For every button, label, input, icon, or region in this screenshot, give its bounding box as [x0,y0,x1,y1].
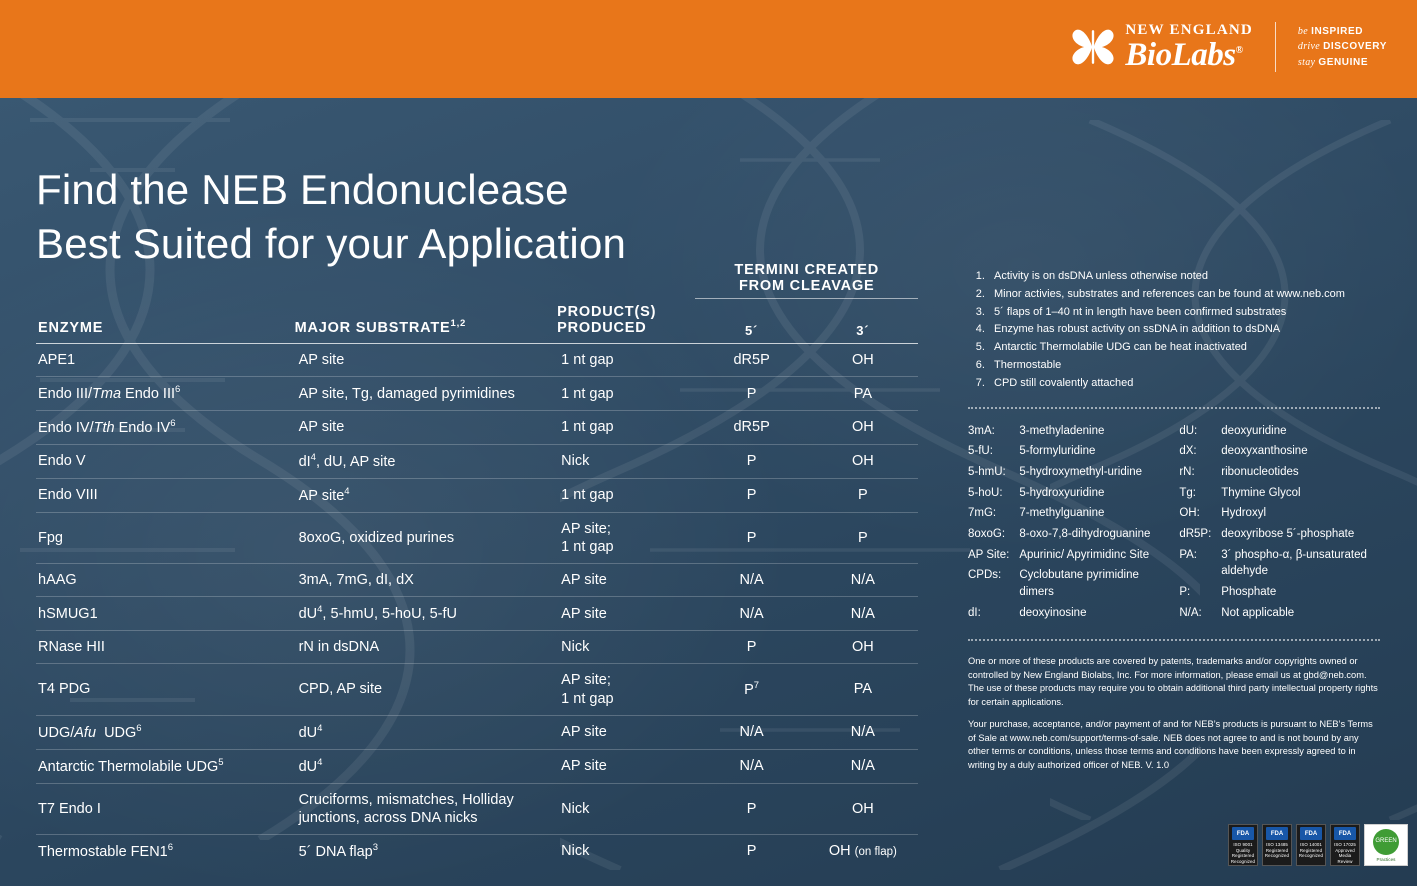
table-row [36,445,918,479]
cell-product: AP site [557,749,695,783]
abbreviation-key: 5-hoU: [968,486,1003,499]
abbreviation-value: 5-hydroxymethyl-uridine [1019,466,1143,479]
cell-enzyme: APE1 [36,344,295,377]
table-row [36,344,918,377]
abbreviation-value: deoxyxanthosine [1221,445,1308,458]
cell-three-prime: OH [808,631,918,664]
cell-five-prime: P [695,512,807,563]
tagline-line-1: be INSPIRED [1297,25,1364,37]
cell-product: Nick [557,783,695,834]
cell-enzyme: T4 PDG [36,664,295,715]
abbreviation-key: 7mG: [968,507,997,520]
abbreviation-key: 5-fU: [968,445,993,458]
table-head-row-termini [36,262,918,304]
abbreviation-key: AP Site: [968,548,1010,561]
cell-three-prime: OH [808,445,918,479]
cell-enzyme: Fpg [36,512,295,563]
enzyme-table-wrapper [36,262,918,868]
cell-five-prime: dR5P [695,411,807,445]
cell-product: AP site [557,597,695,631]
page-title [36,163,626,271]
spacer-cell-3 [557,262,695,304]
badge-top-label: FDA [1266,827,1288,840]
abbreviation-key: N/A: [1179,606,1202,619]
cell-five-prime: P [695,631,807,664]
badge-iso-17025 [1330,824,1360,866]
cell-five-prime: dR5P [695,344,807,377]
cell-three-prime: OH [808,411,918,445]
cell-three-prime: OH [808,783,918,834]
footnote-item: 4. Enzyme has robust activity on ssDNA in addition to dsDNA [988,321,1388,339]
table-head-row-labels [36,304,918,343]
cell-substrate: $dU^4$ [295,749,558,783]
table-row [36,377,918,411]
divider-dotted-bottom [968,639,1380,641]
spacer-cell-1 [36,262,295,304]
legal-paragraph-1: One or more of these products are covered by patents, trademarks and/or copyrights owned or controlled by New England Biolabs, Inc. For more information, please email us at gbd@neb.com. The use of these products may require you to obtain additional third party intellectual property rights for certain applications. [968,656,1378,707]
cell-substrate: AP site$^4$ [295,478,558,512]
cell-five-prime: N/A [695,564,807,597]
header-product [557,304,695,343]
footnote-item: 2. Minor activies, substrates and references can be found at www.neb.com [988,286,1388,304]
cell-five-prime: P [695,445,807,479]
abbreviation-value: 7-methylguanine [1019,507,1105,520]
abbreviation-item [968,443,1151,464]
abbreviation-item [1179,443,1388,464]
cell-enzyme: hSMUG1 [36,597,295,631]
abbreviation-value: deoxyinosine [1019,606,1087,619]
table-head [36,262,918,344]
cell-product: AP site; 1 nt gap [557,664,695,715]
logo-divider [1275,22,1276,72]
logo-line-new-england: NEW ENGLAND [1125,21,1253,38]
cell-product: Nick [557,631,695,664]
header-termini-line2: FROM CLEAVAGE [738,278,875,294]
abbreviation-item [968,547,1151,568]
badge-top-label: FDA [1300,827,1322,840]
table-row [36,715,918,749]
table-row [36,597,918,631]
table-row [36,411,918,445]
abbreviation-value: 5-hydroxyuridine [1019,486,1105,499]
cell-five-prime: P [695,783,807,834]
abbreviation-item [1179,526,1388,547]
footnotes-list [968,268,1388,393]
cell-substrate: 5´ DNA flap$^3$ [298,841,379,860]
footnote-item: 7. CPD still covalently attached [988,375,1388,393]
badge-iso-9001 [1228,824,1258,866]
abbreviation-key: Tg: [1179,486,1196,499]
header-bar [0,0,1417,98]
footnote-item: 3. 5´ flaps of 1–40 nt in length have been confirmed substrates [988,304,1388,322]
cell-enzyme: Endo VIII [36,478,295,512]
cell-substrate: $dU^4$ [295,715,558,749]
table-body [36,344,918,868]
header-termini-line1: TERMINI CREATED [734,262,880,278]
abbreviation-value: 8-oxo-7,8-dihydroguanine [1019,528,1151,541]
cell-product: 1 nt gap [557,377,695,411]
butterfly-icon [1071,24,1115,70]
cell-substrate: AP site [295,344,558,377]
green-leaf-icon: GREEN [1373,829,1399,855]
cell-enzyme: Antarctic Thermolabile UDG$^5$ [36,749,295,783]
cell-three-prime: N/A [808,564,918,597]
badge-text: ISO 9001 Quality Registered Recognized [1230,842,1256,864]
cell-five-prime: P [695,478,807,512]
abbreviations-column-left [968,423,1151,626]
cell-three-prime: P [808,478,918,512]
abbreviation-value: Apurinic/ Apyrimidinc Site [1019,548,1150,561]
badge-top-label: FDA [1232,827,1254,840]
cell-product: Nick [557,445,695,479]
abbreviation-value: Hydroxyl [1221,507,1267,520]
abbreviation-key: dR5P: [1179,528,1212,541]
cell-enzyme: T7 Endo I [36,783,295,834]
header-enzyme: ENZYME [38,320,104,336]
table-row [36,783,918,834]
tagline-line-3: stay GENUINE [1297,56,1369,68]
header-five-prime: 5´ [745,323,759,338]
abbreviation-item [1179,547,1388,584]
brand-tagline [1298,24,1387,71]
abbreviation-key: dX: [1179,445,1197,458]
table-row [36,631,918,664]
cell-three-prime: N/A [808,715,918,749]
abbreviation-item [968,567,1151,604]
tagline-line-2: drive DISCOVERY [1297,41,1387,53]
abbreviation-item [968,526,1151,547]
table-row [36,834,918,867]
cell-substrate: $dU^4$, 5-hmU, 5-hoU, 5-fU [295,597,558,631]
neb-logo-text [1125,23,1253,72]
legal-text [968,655,1380,772]
enzyme-table [36,262,918,868]
cell-five-prime: N/A [695,597,807,631]
abbreviation-key: PA: [1179,548,1197,561]
abbreviation-key: rN: [1179,466,1195,479]
abbreviation-key: 3mA: [968,424,995,437]
abbreviation-item [1179,485,1388,506]
header-substrate: MAJOR SUBSTRATE$^{1,2}$ [294,318,467,336]
cell-substrate: 3mA, 7mG, dI, dX [295,564,558,597]
abbreviation-key: 5-hmU: [968,466,1006,479]
header-three-prime: 3´ [856,323,870,338]
abbreviation-value: deoxyuridine [1221,424,1287,437]
badge-text: ISO 14001 Registered Recognized [1298,842,1324,858]
cell-three-prime: N/A [808,749,918,783]
abbreviation-value: Thymine Glycol [1221,486,1301,499]
logo-line-biolabs: BioLabs® [1125,36,1243,73]
abbreviation-item [968,464,1151,485]
abbreviation-value: ribonucleotides [1221,466,1299,479]
page-title-line2: Best Suited for your Application [36,219,627,267]
abbreviation-key: OH: [1179,507,1200,520]
cell-three-prime: N/A [808,597,918,631]
cell-three-prime: P [808,512,918,563]
neb-logo [1071,22,1387,72]
cell-substrate: CPD, AP site [295,664,558,715]
cell-enzyme: Thermostable $FEN1^6$ [38,841,174,860]
termini-rule [695,298,918,299]
divider-dotted-top [968,407,1380,409]
cell-five-prime: $P^7$ [695,664,807,715]
badge-green-practices [1364,824,1408,866]
cell-three-prime: OH (on flap) [828,843,897,860]
cell-three-prime: PA [808,377,918,411]
abbreviation-item [968,423,1151,444]
abbreviation-value: Cyclobutane pyrimidine dimers [1019,569,1139,599]
header-product-line2: PRODUCED [557,320,647,336]
abbreviations-column-right [1179,423,1388,626]
cell-product: Nick [561,843,590,860]
cell-substrate: rN in dsDNA [295,631,558,664]
abbreviations-panel [968,423,1388,626]
badge-text: ISO 13485 Registered Recognized [1264,842,1290,858]
cell-five-prime: N/A [695,749,807,783]
abbreviation-item [968,505,1151,526]
legal-paragraph-2: Your purchase, acceptance, and/or payment of and for NEB’s products is pursuant to NEB’s Terms of Sale at www.neb.com/support/terms-of-sale. NEB does not agree to and is not bound by any other terms or conditions, unless those terms and conditions have been expressly agreed to in writing by a duly authorized officer of NEB. V. 1.0 [968,719,1373,770]
badge-text: Practices [1376,856,1396,862]
abbreviation-item [1179,584,1388,605]
cell-substrate: $dI^4$, dU, AP site [295,445,558,479]
abbreviation-item [1179,505,1388,526]
cell-product: 1 nt gap [557,411,695,445]
table-row [36,512,918,563]
cell-enzyme: Endo III/Tma Endo III$^6$ [36,377,295,411]
abbreviation-value: 5-formyluridine [1019,445,1096,458]
badge-text: ISO 17025 Approved Media Review [1334,842,1356,864]
cell-product: AP site [557,715,695,749]
abbreviation-value: Phosphate [1221,586,1277,599]
abbreviation-item [968,605,1151,626]
table-row [36,664,918,715]
cell-product: AP site; 1 nt gap [557,512,695,563]
abbreviation-item [968,485,1151,506]
cell-product: 1 nt gap [557,478,695,512]
cell-enzyme: hAAG [36,564,295,597]
abbreviation-key: 8oxoG: [968,528,1006,541]
cell-substrate: 8oxoG, oxidized purines [295,512,558,563]
header-termini [695,262,918,304]
page-title-line1: Find the NEB Endonuclease [36,166,569,214]
table-row [36,478,918,512]
footnote-item: 1. Activity is on dsDNA unless otherwise noted [988,268,1388,286]
cell-enzyme: Endo IV/Tth Endo $IV^6$ [36,411,295,445]
cell-enzyme: Endo V [36,445,295,479]
badge-iso-14001 [1296,824,1326,866]
cell-five-prime: P [746,843,757,860]
table-row [36,564,918,597]
cell-product: 1 nt gap [557,344,695,377]
cell-three-prime: OH [808,344,918,377]
abbreviation-value: deoxyribose 5´-phosphate [1221,528,1355,541]
abbreviation-key: CPDs: [968,569,1002,582]
abbreviation-value: Not applicable [1221,606,1295,619]
table-row [36,749,918,783]
abbreviation-item [1179,464,1388,485]
cell-substrate: AP site [295,411,558,445]
abbreviation-item [1179,605,1388,626]
spacer-cell-2 [295,262,558,304]
cell-product: AP site [557,564,695,597]
cell-five-prime: P [695,377,807,411]
certification-badges [1228,824,1408,866]
cell-five-prime: N/A [695,715,807,749]
cell-substrate: Cruciforms, mismatches, Holliday junctions, across DNA nicks [295,783,558,834]
cell-enzyme: UDG/Afu UDG$^6$ [36,715,295,749]
footnote-item: 6. Thermostable [988,357,1388,375]
header-product-line1: PRODUCT(S) [557,304,657,320]
badge-iso-13485 [1262,824,1292,866]
abbreviation-key: dU: [1179,424,1198,437]
cell-three-prime: PA [808,664,918,715]
footnote-item: 5. Antarctic Thermolabile UDG can be heat inactivated [988,339,1388,357]
abbreviation-value: 3´ phospho-α, β-unsaturated aldehyde [1221,548,1367,578]
abbreviation-key: dI: [968,606,981,619]
cell-enzyme: RNase HII [36,631,295,664]
right-column [968,268,1388,781]
abbreviation-value: 3-methyladenine [1019,424,1105,437]
abbreviation-item [1179,423,1388,444]
cell-substrate: AP site, Tg, damaged pyrimidines [295,377,558,411]
abbreviation-key: P: [1179,586,1191,599]
badge-top-label: FDA [1334,827,1356,840]
